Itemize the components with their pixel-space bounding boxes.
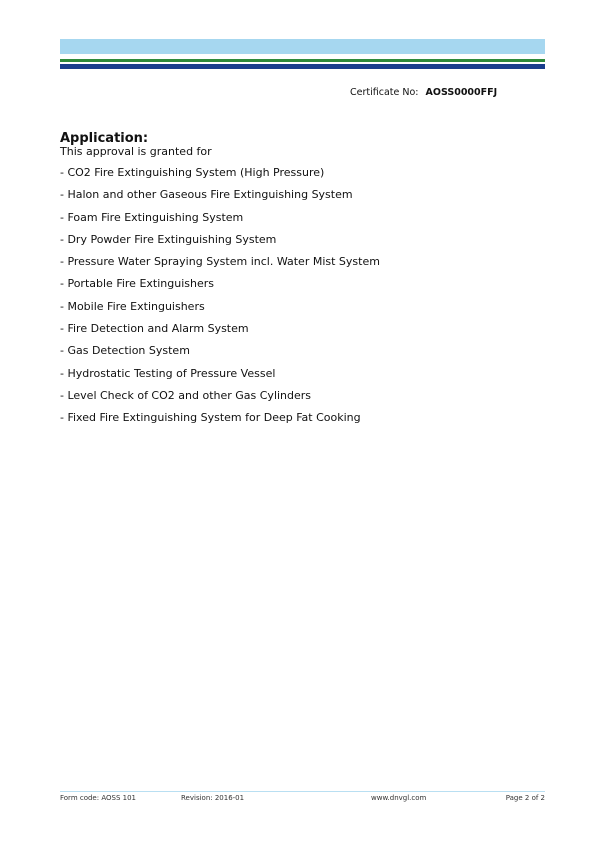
list-item: - Hydrostatic Testing of Pressure Vessel <box>60 366 276 380</box>
list-item: - Halon and other Gaseous Fire Extinguishing System <box>60 188 353 202</box>
list-item: - Foam Fire Extinguishing System <box>60 210 244 224</box>
list-item: - Gas Detection System <box>60 344 190 358</box>
application-intro: This approval is granted for <box>60 145 212 158</box>
list-item: - Portable Fire Extinguishers <box>60 277 214 291</box>
footer-rule <box>60 791 545 792</box>
header-band-light-blue <box>60 39 545 54</box>
certificate-number: AOSS0000FFJ <box>425 87 498 98</box>
list-item: - Pressure Water Spraying System incl. Water Mist System <box>60 255 380 269</box>
certificate-label: Certificate No: <box>350 87 419 98</box>
footer-website: www.dnvgl.com <box>371 794 427 802</box>
certificate-line <box>350 87 497 98</box>
footer-revision: Revision: 2016-01 <box>181 794 245 802</box>
list-item: - Mobile Fire Extinguishers <box>60 299 205 313</box>
list-item: - Fixed Fire Extinguishing System for Deep Fat Cooking <box>60 411 361 425</box>
list-item: - Fire Detection and Alarm System <box>60 322 249 336</box>
footer-page-number: Page 2 of 2 <box>505 794 545 802</box>
footer <box>60 794 545 806</box>
list-item: - CO2 Fire Extinguishing System (High Pressure) <box>60 166 325 179</box>
footer-form-code: Form code: AOSS 101 <box>60 794 136 802</box>
list-item: - Level Check of CO2 and other Gas Cylinders <box>60 388 312 402</box>
list-item: - Dry Powder Fire Extinguishing System <box>60 232 277 246</box>
header-band-navy <box>60 64 545 69</box>
application-heading: Application: <box>60 131 149 146</box>
application-list <box>60 166 380 434</box>
